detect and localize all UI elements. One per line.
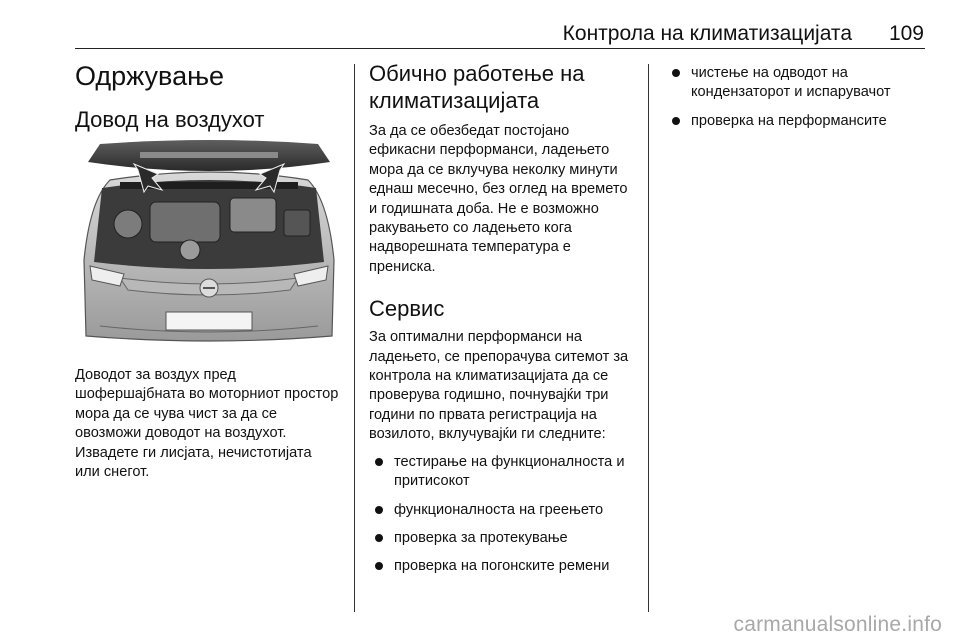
bullet-icon bbox=[375, 534, 383, 542]
bullet-icon bbox=[375, 458, 383, 466]
section-heading: Одржување bbox=[75, 61, 225, 91]
column-1 bbox=[75, 60, 340, 481]
hood-strut bbox=[140, 152, 278, 158]
engine-cover-shape bbox=[150, 202, 220, 242]
column-3 bbox=[666, 60, 926, 140]
car-engine-bay-illustration bbox=[80, 140, 338, 348]
service-heading: Сервис bbox=[369, 296, 445, 322]
list-item: проверка на перформансите bbox=[666, 112, 926, 131]
service-paragraph: За оптимални перформанси на ладењето, се препорачува ситемот за контрола на климатизацијата да се проверува годишно, почнувајќи три години по првата регистрација на возилото, вклучувајќи ги следните: bbox=[369, 329, 629, 443]
list-item: функционалноста на греењето bbox=[369, 501, 635, 520]
license-plate-shape bbox=[166, 312, 252, 330]
header-title: Контрола на климатизацијата bbox=[562, 22, 852, 45]
bullet-icon bbox=[672, 69, 680, 77]
air-intake-paragraph: Доводот за воздух пред шофершајбната во моторниот простор мора да се чува чист за да се овозможи доводот на воздухот. Извадете ги лисјата, нечистотијата или снегот. bbox=[75, 367, 339, 481]
watermark: carmanualsonline.info bbox=[733, 613, 942, 636]
section-heading-ac: Обично работење на климатизацијата bbox=[369, 61, 585, 113]
column-2 bbox=[369, 60, 635, 586]
bullet-icon bbox=[375, 562, 383, 570]
column-divider-left bbox=[354, 64, 355, 612]
cap-shape bbox=[180, 240, 200, 260]
list-item: тестирање на функционалноста и притисокот bbox=[369, 453, 635, 492]
ac-operation-paragraph: За да се обезбедат постојано ефикасни перформанси, ладењето мора да се вклучува неколку минути еднаш месечно, без оглед на времето и годишната доба. Не е возможно ракувањето со ладењето кога надворешната температура е прениска. bbox=[369, 123, 628, 275]
reservoir-shape bbox=[114, 210, 142, 238]
service-checklist-continued bbox=[666, 64, 926, 131]
column-divider-right bbox=[648, 64, 649, 612]
subsection-heading: Довод на воздухот bbox=[75, 107, 265, 132]
service-checklist bbox=[369, 453, 635, 577]
page-number: 109 bbox=[888, 22, 924, 45]
list-item: чистење на одводот на кондензаторот и испарувачот bbox=[666, 64, 926, 103]
airbox-shape bbox=[230, 198, 276, 232]
list-item: проверка за протекување bbox=[369, 529, 635, 548]
list-item: проверка на погонските ремени bbox=[369, 557, 635, 576]
bullet-icon bbox=[375, 506, 383, 514]
bullet-icon bbox=[672, 117, 680, 125]
battery-shape bbox=[284, 210, 310, 236]
header-rule bbox=[75, 48, 925, 49]
